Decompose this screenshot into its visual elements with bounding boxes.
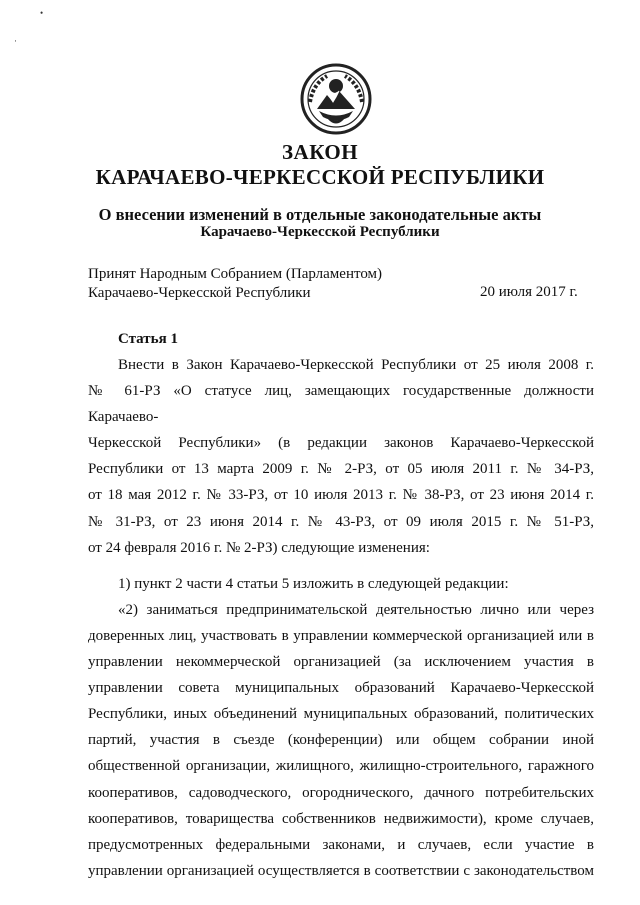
text-line: Внести в Закон Карачаево-Черкесской Республики от 25 июля 2008 г. — [118, 357, 594, 373]
law-subtitle: О внесении изменений в отдельные законодательные акты — [98, 205, 542, 224]
text-line: № 31-РЗ, от 23 июня 2014 г. № 43-РЗ, от 09 июля 2015 г. № 51-РЗ, — [88, 513, 594, 530]
quote-line: Республики, иных объединений муниципальных образований, политических — [88, 706, 594, 723]
text-line: от 24 февраля 2016 г. № 2-РЗ) следующие изменения: — [88, 539, 430, 556]
text-line: Черкесской Республики» (в редакции законов Карачаево-Черкесской — [88, 435, 594, 452]
quote-line: управлении совета муниципальных образований Карачаево-Черкесской — [88, 680, 594, 697]
quote-line: кооперативов, товарищества собственников недвижимости), кроме случаев, — [88, 810, 594, 827]
text-line: от 18 мая 2012 г. № 33-РЗ, от 10 июля 2013 г. № 38-РЗ, от 23 июня 2014 г. — [88, 487, 594, 504]
adoption-note — [88, 265, 382, 303]
text-line: Республики от 13 марта 2009 г. № 2-РЗ, от 05 июля 2011 г. № 34-РЗ, — [88, 461, 594, 478]
law-title-republic: КАРАЧАЕВО-ЧЕРКЕССКОЙ РЕСПУБЛИКИ — [95, 165, 545, 189]
adoption-line: Карачаево-Черкесской Республики — [88, 285, 311, 301]
quote-line: предусмотренных федеральными законами, и случаев, если участие в — [88, 836, 594, 853]
quote-line: общественной организации, жилищного, жилищно-строительного, гаражного — [88, 758, 594, 775]
text-line: № 61-РЗ «О статусе лиц, замещающих государственные должности Карачаево- — [88, 383, 594, 426]
quote-line: кооперативов, садоводческого, огороднического, дачного потребительских — [88, 784, 594, 801]
scan-mark: · — [14, 36, 17, 46]
quote-line: «2) заниматься предпринимательской деятельностью лично или через — [118, 601, 594, 618]
quote-line: управлении организацией осуществляется в соответствии с законодательством — [88, 862, 594, 879]
quote-line: управлении некоммерческой организацией (за исключением участия в — [88, 654, 594, 671]
law-subtitle-republic: Карачаево-Черкесской Республики — [200, 224, 440, 240]
law-title: ЗАКОН — [281, 140, 359, 164]
scan-mark: • — [40, 8, 44, 18]
article-body — [88, 352, 594, 884]
article-heading: Статья 1 — [118, 331, 178, 347]
coat-of-arms-icon — [299, 62, 373, 136]
quote-line: доверенных лиц, участвовать в управлении коммерческой организацией или в — [88, 627, 594, 644]
adoption-line: Принят Народным Собранием (Парламентом) — [88, 266, 383, 282]
quote-line: партий, участия в съезде (конференции) или общем собрании иной — [88, 732, 594, 749]
point-line: 1) пункт 2 части 4 статьи 5 изложить в следующей редакции: — [118, 575, 509, 592]
adoption-date: 20 июля 2017 г. — [480, 284, 578, 300]
